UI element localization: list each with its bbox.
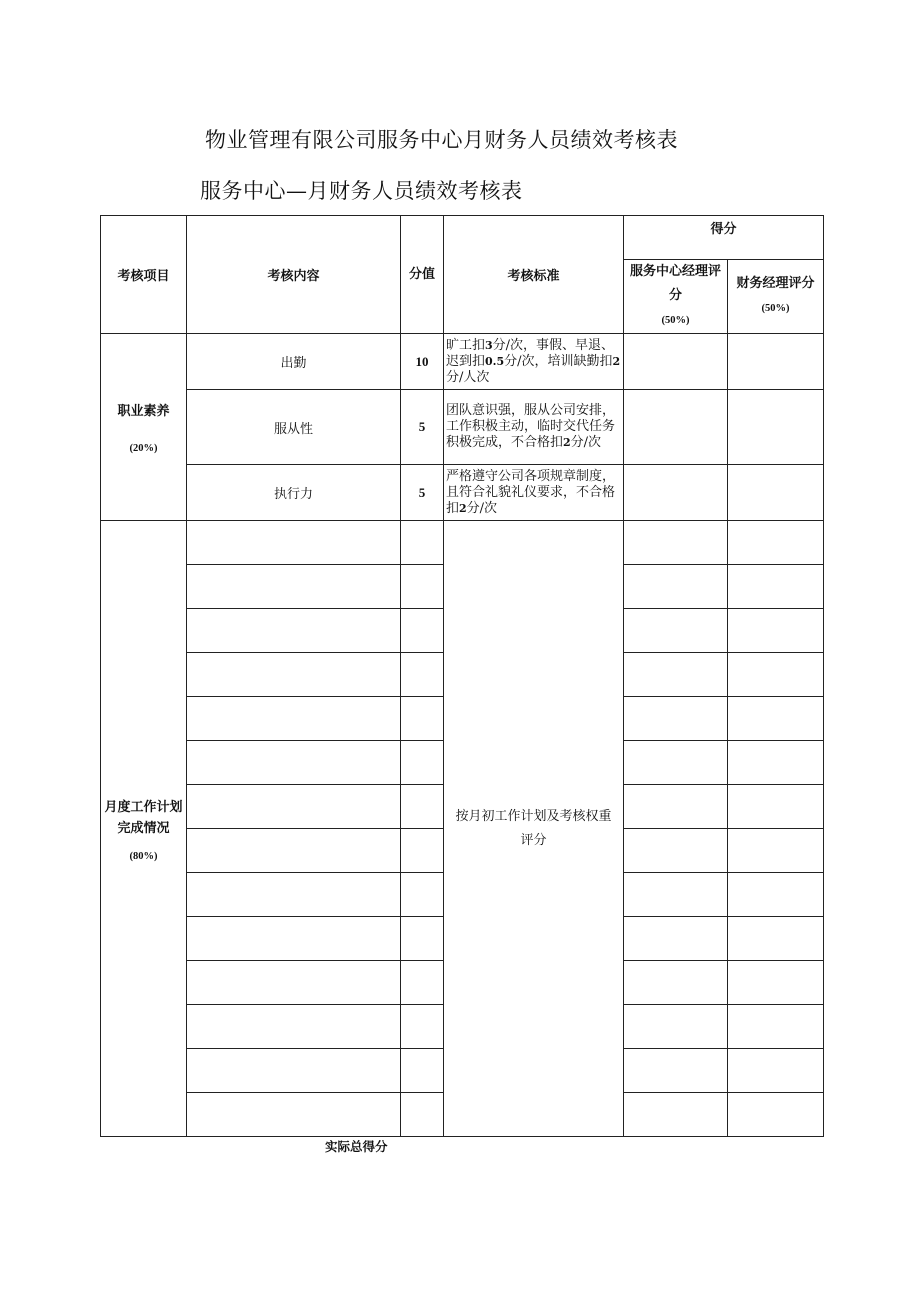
standard-cell: 团队意识强，服从公司安排，工作积极主动，临时交代任务积极完成，不合格扣2分/次 — [444, 390, 624, 465]
plan-value-cell[interactable] — [401, 697, 444, 741]
manager-score-label: 服务中心经理评分 — [629, 264, 721, 303]
manager-score-cell[interactable] — [624, 785, 728, 829]
row-attendance — [101, 334, 824, 390]
manager-score-cell[interactable] — [624, 1049, 728, 1093]
plan-content-cell[interactable] — [187, 1049, 401, 1093]
plan-content-cell[interactable] — [187, 785, 401, 829]
standard-cell: 严格遵守公司各项规章制度，且符合礼貌礼仪要求，不合格扣2分/次 — [444, 465, 624, 521]
plan-value-cell[interactable] — [401, 873, 444, 917]
row-execution — [101, 465, 824, 521]
finance-score-label: 财务经理评分 — [736, 276, 815, 291]
plan-value-cell[interactable] — [401, 521, 444, 565]
content-cell: 出勤 — [187, 334, 401, 390]
finance-score-cell[interactable] — [728, 785, 824, 829]
manager-score-cell[interactable] — [624, 917, 728, 961]
standard-cell: 旷工扣3分/次，事假、早退、迟到扣0.5分/次，培训缺勤扣2分/人次 — [444, 334, 624, 390]
header-finance-score — [728, 260, 824, 334]
header-score-value: 分值 — [401, 216, 444, 334]
finance-score-cell[interactable] — [728, 1005, 824, 1049]
finance-score-cell[interactable] — [728, 741, 824, 785]
finance-score-cell[interactable] — [728, 653, 824, 697]
manager-score-cell[interactable] — [624, 334, 728, 390]
header-standard: 考核标准 — [444, 216, 624, 334]
header-row-1 — [101, 216, 824, 260]
assessment-table — [100, 215, 824, 1137]
manager-score-cell[interactable] — [624, 1093, 728, 1137]
finance-score-cell[interactable] — [728, 829, 824, 873]
manager-score-cell[interactable] — [624, 829, 728, 873]
header-manager-score — [624, 260, 728, 334]
manager-score-cell[interactable] — [624, 609, 728, 653]
finance-score-cell[interactable] — [728, 565, 824, 609]
finance-score-cell[interactable] — [728, 1049, 824, 1093]
content-cell: 执行力 — [187, 465, 401, 521]
header-score: 得分 — [624, 216, 824, 260]
manager-score-cell[interactable] — [624, 1005, 728, 1049]
manager-score-cell[interactable] — [624, 653, 728, 697]
plan-value-cell[interactable] — [401, 917, 444, 961]
plan-value-cell[interactable] — [401, 741, 444, 785]
value-cell: 10 — [401, 334, 444, 390]
plan-value-cell[interactable] — [401, 653, 444, 697]
finance-score-cell[interactable] — [728, 521, 824, 565]
finance-score-cell[interactable] — [728, 334, 824, 390]
plan-content-cell[interactable] — [187, 697, 401, 741]
category-name-line1: 月度工作计划 — [104, 799, 183, 815]
plan-content-cell[interactable] — [187, 917, 401, 961]
manager-score-cell[interactable] — [624, 390, 728, 465]
plan-content-cell[interactable] — [187, 521, 401, 565]
content-cell: 服从性 — [187, 390, 401, 465]
plan-content-cell[interactable] — [187, 961, 401, 1005]
finance-score-cell[interactable] — [728, 697, 824, 741]
plan-value-cell[interactable] — [401, 1049, 444, 1093]
plan-value-cell[interactable] — [401, 1005, 444, 1049]
plan-content-cell[interactable] — [187, 1005, 401, 1049]
manager-score-cell[interactable] — [624, 961, 728, 1005]
manager-score-cell[interactable] — [624, 873, 728, 917]
plan-value-cell[interactable] — [401, 961, 444, 1005]
value-cell: 5 — [401, 390, 444, 465]
finance-score-cell[interactable] — [728, 609, 824, 653]
plan-content-cell[interactable] — [187, 873, 401, 917]
plan-content-cell[interactable] — [187, 609, 401, 653]
manager-score-cell[interactable] — [624, 465, 728, 521]
plan-value-cell[interactable] — [401, 609, 444, 653]
finance-score-cell[interactable] — [728, 390, 824, 465]
finance-score-cell[interactable] — [728, 917, 824, 961]
manager-score-cell[interactable] — [624, 521, 728, 565]
plan-content-cell[interactable] — [187, 565, 401, 609]
header-item: 考核项目 — [101, 216, 187, 334]
category-pct: (20%) — [129, 443, 158, 454]
category-name-line2: 完成情况 — [117, 820, 170, 836]
finance-score-cell[interactable] — [728, 465, 824, 521]
plan-standard-cell: 按月初工作计划及考核权重评分 — [444, 521, 624, 1137]
manager-score-pct: (50%) — [661, 315, 690, 326]
plan-content-cell[interactable] — [187, 653, 401, 697]
finance-score-cell[interactable] — [728, 873, 824, 917]
plan-value-cell[interactable] — [401, 565, 444, 609]
plan-value-cell[interactable] — [401, 829, 444, 873]
plan-content-cell[interactable] — [187, 829, 401, 873]
plan-content-cell[interactable] — [187, 741, 401, 785]
manager-score-cell[interactable] — [624, 697, 728, 741]
document-title: 物业管理有限公司服务中心月财务人员绩效考核表 — [205, 128, 678, 152]
plan-row — [101, 521, 824, 565]
plan-value-cell[interactable] — [401, 1093, 444, 1137]
header-content: 考核内容 — [187, 216, 401, 334]
manager-score-cell[interactable] — [624, 741, 728, 785]
category-name: 职业素养 — [117, 404, 170, 419]
finance-score-cell[interactable] — [728, 961, 824, 1005]
value-cell: 5 — [401, 465, 444, 521]
category-monthly-plan — [101, 521, 187, 1137]
finance-score-pct: (50%) — [761, 303, 790, 314]
category-pct: (80%) — [129, 850, 158, 862]
plan-content-cell[interactable] — [187, 1093, 401, 1137]
finance-score-cell[interactable] — [728, 1093, 824, 1137]
manager-score-cell[interactable] — [624, 565, 728, 609]
document-subtitle: 服务中心—月财务人员绩效考核表 — [200, 179, 523, 203]
category-professionalism — [101, 334, 187, 521]
total-score-label: 实际总得分 — [325, 1139, 388, 1154]
row-obedience — [101, 390, 824, 465]
plan-value-cell[interactable] — [401, 785, 444, 829]
